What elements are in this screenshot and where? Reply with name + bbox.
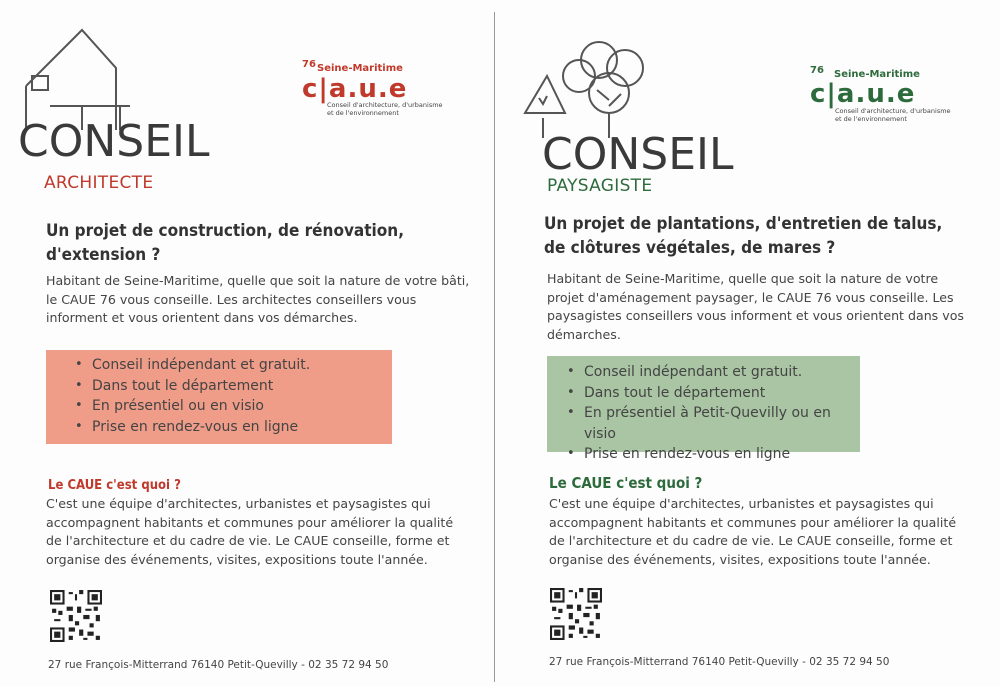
logo-name: c|a.u.e <box>302 74 408 104</box>
list-item: • Conseil indépendant et gratuit. <box>584 362 860 383</box>
what-heading: Le CAUE c'est quoi ? <box>549 474 703 492</box>
address: 27 rue François-Mitterrand 76140 Petit-Quevilly - 02 35 72 94 50 <box>48 659 389 671</box>
page-subtitle: PAYSAGISTE <box>547 176 653 196</box>
heading: Un projet de plantations, d'entretien de talus, de clôtures végétales, de mares ? <box>544 214 943 258</box>
what-paragraph: C'est une équipe d'architectes, urbanistes et paysagistes qui accompagnent habitants et communes pour améliorer la qualité de l'architecture et du cadre de vie. Le CAUE conseille, forme et organise des événements, visites, expositions toute l'année. <box>549 496 957 567</box>
list-item: • Conseil indépendant et gratuit. <box>92 355 392 376</box>
list-item: • Dans tout le département <box>584 383 860 404</box>
list-item: • Prise en rendez-vous en ligne <box>92 417 392 438</box>
list-item: • En présentiel à Petit-Quevilly ou en visio <box>584 403 860 444</box>
logo-number: 76 <box>302 59 316 70</box>
what-paragraph: C'est une équipe d'architectes, urbanistes et paysagistes qui accompagnent habitants et communes pour améliorer la qualité de l'architecture et du cadre de vie. Le CAUE conseille, forme et organise des événements, visites, expositions toute l'année. <box>46 496 454 567</box>
features-box <box>547 356 860 462</box>
list-item: • Prise en rendez-vous en ligne <box>584 444 860 465</box>
page-title: CONSEIL <box>542 129 734 180</box>
address: 27 rue François-Mitterrand 76140 Petit-Quevilly - 02 35 72 94 50 <box>549 656 890 668</box>
caue-logo <box>810 58 960 123</box>
logo-number: 76 <box>810 65 824 76</box>
what-heading: Le CAUE c'est quoi ? <box>48 478 181 493</box>
logo-description: Conseil d'architecture, d'urbanisme et de l'environnement <box>835 107 951 123</box>
trees-icon <box>517 38 657 143</box>
intro-paragraph: Habitant de Seine-Maritime, quelle que soit la nature de votre bâti, le CAUE 76 vous conseille. Les architectes conseillers vous informent et vous orientent dans vos démarches. <box>46 273 470 325</box>
features-box <box>46 350 392 444</box>
logo-region: Seine-Maritime <box>317 63 403 74</box>
page-title: CONSEIL <box>18 116 210 167</box>
logo-name: c|a.u.e <box>810 79 916 109</box>
page-subtitle: ARCHITECTE <box>44 173 154 193</box>
intro-paragraph: Habitant de Seine-Maritime, quelle que soit la nature de votre projet d'aménagement paysager, le CAUE 76 vous conseille. Les paysagistes conseillers vous informent et vous orientent dans vos démarches. <box>547 271 964 342</box>
logo-description: Conseil d'architecture, d'urbanisme et de l'environnement <box>327 101 443 117</box>
heading: Un projet de construction, de rénovation, d'extension ? <box>46 221 405 265</box>
caue-logo <box>302 52 452 117</box>
list-item: • En présentiel ou en visio <box>92 396 392 417</box>
list-item: • Dans tout le département <box>92 376 392 397</box>
logo-region: Seine-Maritime <box>834 69 920 80</box>
landscape-leaflet <box>497 0 1000 686</box>
qr-code-icon <box>50 590 102 642</box>
fold-line <box>494 12 495 682</box>
qr-code-icon <box>550 588 602 640</box>
architect-leaflet <box>0 0 494 686</box>
